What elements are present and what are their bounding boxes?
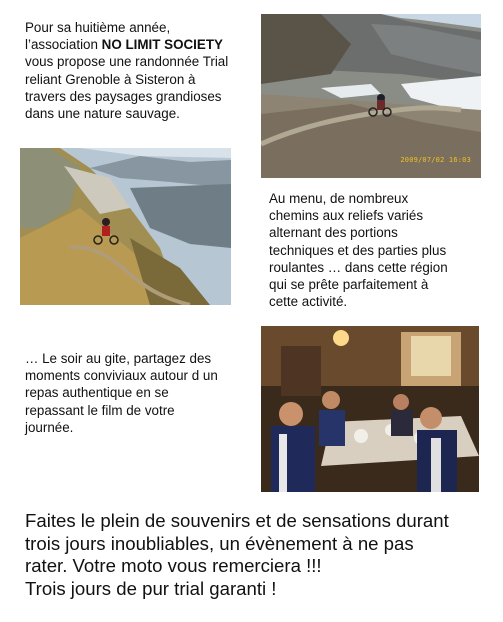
photo-mountain-trail	[261, 14, 481, 178]
closing-statement	[25, 510, 495, 600]
closing-line: Faites le plein de souvenirs et de sensations durant	[25, 510, 449, 531]
menu-line: cette activité.	[269, 294, 348, 310]
menu-paragraph	[269, 190, 494, 310]
intro-line-2-prefix: l’association	[25, 37, 102, 53]
photo-dinner-gite	[261, 326, 479, 492]
intro-line-5: travers des paysages grandioses	[25, 88, 222, 104]
intro-paragraph	[25, 19, 250, 122]
intro-line-2	[25, 36, 250, 53]
closing-line: trois jours inoubliables, un évènement à ne pas	[25, 532, 414, 554]
mountain-trail-image	[261, 14, 481, 178]
menu-line: Au menu, de nombreux	[269, 191, 409, 206]
menu-line: roulantes … dans cette région	[269, 259, 448, 275]
intro-line-1: Pour sa huitième année,	[25, 20, 171, 35]
evening-line: repas authentique en se	[25, 385, 169, 401]
hillside-rider-image	[20, 148, 231, 305]
photo-hillside-rider	[20, 148, 231, 305]
evening-paragraph	[25, 350, 255, 436]
intro-line-4: reliant Grenoble à Sisteron à	[25, 71, 196, 87]
menu-line: techniques et des parties plus	[269, 242, 447, 258]
intro-line-3: vous propose une randonnée Trial	[25, 54, 229, 70]
dinner-gite-image	[261, 326, 479, 492]
evening-line: … Le soir au gite, partagez des	[25, 351, 212, 366]
association-name: NO LIMIT SOCIETY	[101, 37, 223, 53]
menu-line: qui se prête parfaitement à	[269, 277, 429, 293]
evening-line: journée.	[25, 419, 74, 435]
photo-timestamp: 2009/07/02 16:03	[400, 156, 471, 164]
closing-line: Trois jours de pur trial garanti !	[25, 577, 277, 599]
closing-line: rater. Votre moto vous remerciera !!!	[25, 555, 322, 576]
menu-line: chemins aux reliefs variés	[269, 208, 424, 224]
menu-line: alternant des portions	[269, 225, 398, 241]
intro-line-6: dans une nature sauvage.	[25, 106, 180, 122]
evening-line: moments conviviaux autour d un	[25, 368, 218, 384]
evening-line: repassant le film de votre	[25, 402, 175, 418]
